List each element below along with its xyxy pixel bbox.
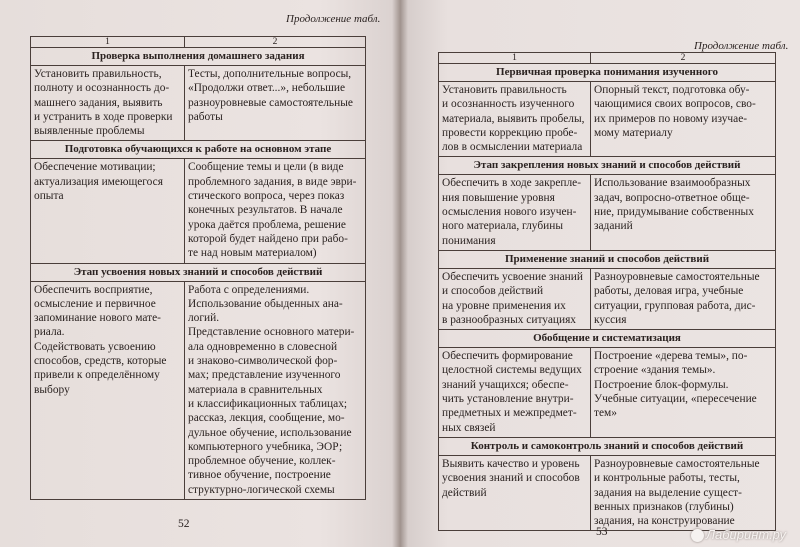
section-header-row (31, 141, 366, 159)
section-title: Этап усвоения новых знаний и способов действий (31, 263, 366, 281)
cell-line: и классификационных таблицах; (188, 397, 348, 410)
watermark-text: Лабиринт.ру (706, 526, 786, 542)
cell-line: ала одновременно в словесной (188, 340, 338, 353)
page-number-left: 52 (178, 518, 190, 530)
cell-line: материала в сравнительных (188, 383, 323, 396)
method-cell (185, 281, 366, 499)
cell-line: привели к определённому (34, 369, 160, 382)
cell-line: тивное обучение, построение (188, 469, 331, 482)
continuation-label-right: Продолжение табл. (694, 40, 789, 52)
table-row (439, 455, 776, 530)
cell-line: Представление основного матери- (188, 326, 355, 339)
cell-line: Построение «дерева темы», по- (594, 350, 748, 363)
cell-line: Обеспечить формирование (442, 350, 573, 363)
cell-line: заданий (594, 220, 633, 233)
section-header-row (31, 263, 366, 281)
cell-line: чающимися своих вопросов, сво- (594, 98, 756, 111)
cell-line: проблемного задания, в виде эври- (188, 175, 357, 188)
cell-line: «Продолжи ответ...», небольшие (188, 82, 346, 95)
section-header-row (439, 157, 776, 175)
column-number: 2 (591, 53, 776, 64)
column-number: 1 (439, 53, 591, 64)
cell-line: венных признаков (глубины) (594, 500, 734, 513)
column-number: 1 (31, 37, 185, 48)
cell-line: действий (442, 486, 487, 499)
cell-line: стического вопроса, через показ (188, 190, 345, 203)
cell-line: конечных результатов. В начале (188, 204, 343, 217)
goal-cell (31, 159, 185, 263)
section-title: Обобщение и систематизация (439, 330, 776, 348)
cell-line: и знаково-символической фор- (188, 355, 338, 368)
cell-line: ние, придумывание собственных (594, 206, 754, 219)
cell-line: задания, на конструирование (594, 515, 735, 528)
cell-line: дульное обучение, использование (188, 426, 352, 439)
cell-line: провести коррекцию пробе- (442, 126, 578, 139)
method-cell (591, 455, 776, 530)
cell-line: рассказ, лекция, сообщение, мо- (188, 412, 345, 425)
cell-line: актуализация имеющегося (34, 175, 163, 188)
section-title: Подготовка обучающихся к работе на основном этапе (31, 141, 366, 159)
method-cell (591, 82, 776, 157)
cell-line: логий. (188, 312, 220, 325)
page-number-right: 53 (596, 526, 608, 538)
cell-line: Построение блок-формулы. (594, 378, 729, 391)
section-header-row (439, 250, 776, 268)
table-row (439, 268, 776, 329)
cell-line: Учебные ситуации, «пересечение (594, 393, 757, 406)
right-table (438, 52, 776, 531)
cell-line: в разнообразных ситуациях (442, 313, 577, 326)
cell-line: куссия (594, 313, 627, 326)
table-row (439, 175, 776, 250)
cell-line: разноуровневые самостоятельные (188, 96, 353, 109)
section-header-row (31, 48, 366, 66)
cell-line: чить установление внутри- (442, 393, 574, 406)
cell-line: работы, деловая игра, учебные (594, 285, 744, 298)
cell-line: Опорный текст, подготовка обу- (594, 84, 750, 96)
cell-line: способов, средств, которые (34, 355, 167, 368)
continuation-label-left: Продолжение табл. (286, 13, 381, 25)
column-number: 2 (185, 37, 366, 48)
cell-line: урока даётся проблема, решение (188, 218, 346, 231)
goal-cell (439, 82, 591, 157)
method-cell (591, 268, 776, 329)
cell-line: материала, выявить пробелы, (442, 112, 585, 125)
cell-line: работы (188, 110, 223, 123)
goal-cell (31, 281, 185, 499)
cell-line: Разноуровневые самостоятельные (594, 457, 760, 470)
method-cell (591, 175, 776, 250)
goal-cell (439, 455, 591, 530)
cell-line: мому материалу (594, 126, 673, 139)
cell-line: Установить правильность, (34, 68, 162, 80)
cell-line: Установить правильность (442, 84, 567, 96)
goal-cell (439, 348, 591, 438)
cell-line: машнего задания, выявить (34, 96, 163, 109)
section-title: Проверка выполнения домашнего задания (31, 48, 366, 66)
cell-line: ного материала, глубины (442, 220, 563, 233)
method-cell (185, 159, 366, 263)
table-row (31, 66, 366, 141)
cell-line: на уровне применения их (442, 299, 566, 312)
section-title: Применение знаний и способов действий (439, 250, 776, 268)
cell-line: Обеспечить в ходе закрепле- (442, 177, 582, 190)
cell-line: мах; представление изученного (188, 369, 341, 382)
column-number-row (439, 53, 776, 64)
cell-line: риала. (34, 326, 65, 339)
cell-line: задания на выделение сущест- (594, 486, 742, 499)
cell-line: лов в осмыслении материала (442, 141, 583, 154)
section-header-row (439, 64, 776, 82)
cell-line: их примеров по новому изучае- (594, 112, 748, 125)
cell-line: знаний учащихся; обеспе- (442, 378, 569, 391)
cell-line: проблемное обучение, коллек- (188, 455, 336, 468)
cell-line: Разноуровневые самостоятельные (594, 270, 760, 283)
cell-line: Обеспечить усвоение знаний (442, 270, 583, 283)
cell-line: усвоения знаний и способов (442, 472, 580, 485)
cell-line: которой будет найдено при рабо- (188, 232, 348, 245)
cell-line: Сообщение темы и цели (в виде (188, 161, 344, 174)
cell-line: выбору (34, 383, 70, 396)
goal-cell (439, 175, 591, 250)
cell-line: осмысления нового изучен- (442, 206, 577, 219)
right-page (400, 0, 800, 547)
cell-line: ния повышение уровня (442, 191, 555, 204)
book-gutter (392, 0, 408, 547)
table-row (31, 159, 366, 263)
cell-line: понимания (442, 234, 496, 247)
cell-line: Работа с определениями. (188, 283, 310, 296)
section-header-row (439, 330, 776, 348)
cell-line: опыта (34, 190, 64, 203)
cell-line: осмысление и первичное (34, 297, 156, 310)
column-number-row (31, 37, 366, 48)
cell-line: и устранить в ходе проверки (34, 110, 173, 123)
cell-line: те над новым материалом) (188, 247, 317, 260)
table-row (439, 82, 776, 157)
cell-line: Содействовать усвоению (34, 340, 156, 353)
section-title: Первичная проверка понимания изученного (439, 64, 776, 82)
table-row (31, 281, 366, 499)
cell-line: Использование обыденных ана- (188, 297, 343, 310)
cell-line: выявленные проблемы (34, 125, 145, 138)
cell-line: структурно-логической схемы (188, 483, 335, 496)
cell-line: ных связей (442, 421, 496, 434)
labirint-logo-icon (691, 529, 704, 542)
cell-line: запоминание нового мате- (34, 312, 161, 325)
cell-line: и контрольные работы, тесты, (594, 472, 740, 485)
goal-cell (31, 66, 185, 141)
cell-line: задач, вопросно-ответное обще- (594, 191, 750, 204)
left-table (30, 36, 366, 500)
table-row (439, 348, 776, 438)
goal-cell (439, 268, 591, 329)
cell-line: Тесты, дополнительные вопросы, (188, 68, 352, 80)
section-title: Этап закрепления новых знаний и способов действий (439, 157, 776, 175)
cell-line: Выявить качество и уровень (442, 457, 580, 470)
method-cell (185, 66, 366, 141)
cell-line: Обеспечить восприятие, (34, 283, 153, 296)
cell-line: предметных и межпредмет- (442, 407, 577, 420)
cell-line: полноту и осознанность до- (34, 82, 170, 95)
cell-line: и способов действий (442, 285, 544, 298)
cell-line: строение «здания темы». (594, 364, 716, 377)
section-title: Контроль и самоконтроль знаний и способов действий (439, 437, 776, 455)
cell-line: ситуации, групповая работа, дис- (594, 299, 756, 312)
cell-line: Использование взаимообразных (594, 177, 751, 190)
cell-line: компьютерного учебника, ЭОР; (188, 440, 343, 453)
cell-line: и осознанность изученного (442, 98, 575, 111)
method-cell (591, 348, 776, 438)
cell-line: Обеспечение мотивации; (34, 161, 156, 174)
cell-line: целостной системы ведущих (442, 364, 582, 377)
watermark (691, 527, 786, 542)
cell-line: тем» (594, 407, 617, 420)
section-header-row (439, 437, 776, 455)
